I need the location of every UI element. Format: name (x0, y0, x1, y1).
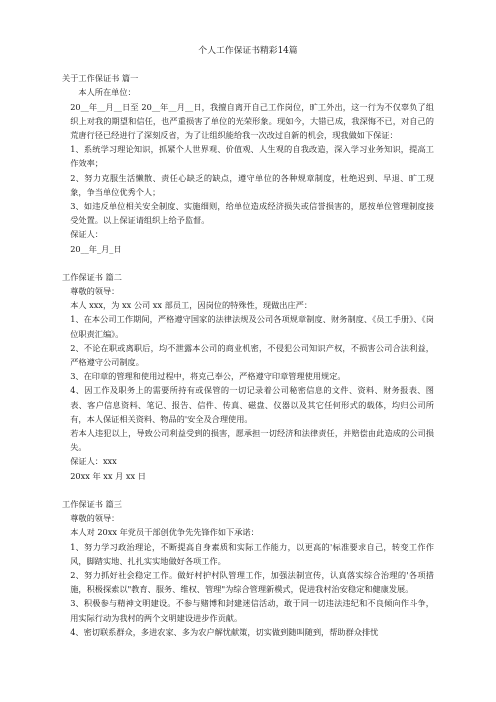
paragraph: 本人 xxx，为 xx 公司 xx 部员工，因岗位的特殊性，现做出庄严： (70, 300, 313, 311)
paragraph: 20__年__月__日至 20__年__月__日，我擅自离开自己工作岗位，旷工外出，这一行为不仅辜负了组织上对我的期望和信任，也严重损害了单位的光荣形象。现如今，大错已成，我深悔不已，对自己的荒唐行径已经进行了深刻反省，为了让组织能给我一次改过自新的机会，现我做如下保证： (70, 101, 434, 141)
paragraph: 1、在本公司工作期间，严格遵守国家的法律法规及公司各项规章制度、财务制度、《员工手册》、《岗位职责汇编》。 (70, 314, 434, 339)
paragraph: 3、积极参与精神文明建设。不参与赌博和封建迷信活动，敢于同一切违法违纪和不良倾向作斗争，用实际行动为我村的两个文明建设进步作贡献。 (70, 598, 434, 623)
section-3 (62, 497, 434, 639)
section-1 (62, 71, 434, 256)
paragraph: 4、密切联系群众，多进农家、多为农户解忧献策，切实做到随叫随到，帮助群众排忧 (70, 626, 379, 637)
signature: 保证人： (70, 229, 103, 240)
section-heading: 关于工作保证书 篇一 (62, 73, 139, 84)
paragraph: 3、在印章的管理和使用过程中，将克己奉公，严格遵守印章管理使用规定。 (70, 371, 346, 382)
paragraph: 3、如违反单位相关安全制度、实施细则，给单位造成经济损失或信誉损害的，愿按单位管理制度接受处置。以上保证请组织上给予监督。 (70, 201, 434, 226)
salutation: 尊敬的领导： (70, 286, 120, 297)
section-gap (62, 256, 434, 270)
paragraph: 若本人违犯以上，导致公司利益受到的损害，愿承担一切经济和法律责任，并赔偿由此造成的公司损失。 (70, 428, 434, 453)
paragraph: 1、努力学习政治理论，不断提高自身素质和实际工作能力，以更高的'标准要求自己，转变工作作风，脚踏实地、扎扎实实地做好各项工作。 (70, 541, 434, 566)
paragraph: 2、不论在职或离职后，均不泄露本公司的商业机密，不侵犯公司知识产权，不损害公司合法利益，严格遵守公司制度。 (70, 342, 434, 368)
paragraph: 1、系统学习理论知识，抓紧个人世界观、价值观、人生观的自我改造，深入学习业务知识，提高工作效率； (70, 144, 434, 169)
section-heading: 工作保证书 篇三 (62, 498, 122, 509)
section-heading: 工作保证书 篇二 (62, 271, 122, 282)
signature: 保证人：xxx (70, 456, 117, 467)
date: 20__年_月_日 (70, 243, 122, 254)
section-2 (62, 270, 434, 483)
section-gap (62, 483, 434, 497)
salutation: 尊敬的领导： (70, 513, 120, 524)
paragraph: 2、努力克服生活懒散、责任心缺乏的缺点，遵守单位的各种规章制度，杜绝迟到、早退、旷工现象，争当单位优秀个人； (70, 172, 434, 197)
paragraph: 4、因工作及职务上的需要所持有或保管的一切记录着公司秘密信息的文件、资料、财务报表、图表、客户信息资料、笔记、报告、信件、传真、磁盘、仪器以及其它任何形式的载体，均归公司所有，本人保证相关资料、物品的'安全及合理使用。 (70, 385, 434, 424)
document-title: 个人工作保证书精彩14篇 (198, 46, 298, 56)
date: 20xx 年 xx 月 xx 日 (70, 470, 146, 481)
paragraph: 本人对 20xx 年党员干部创优争先先锋作如下承诺： (70, 527, 259, 538)
salutation: 本人所在单位： (78, 87, 136, 98)
paragraph: 2、努力抓好社会稳定工作。做好村护村队管理工作，加强法制宣传，认真落实综合治理的'各项措施，积极探索以"教育、服务、维权、管理"为综合管理新模式，促进我村治安稳定和健康发展。 (70, 569, 434, 595)
